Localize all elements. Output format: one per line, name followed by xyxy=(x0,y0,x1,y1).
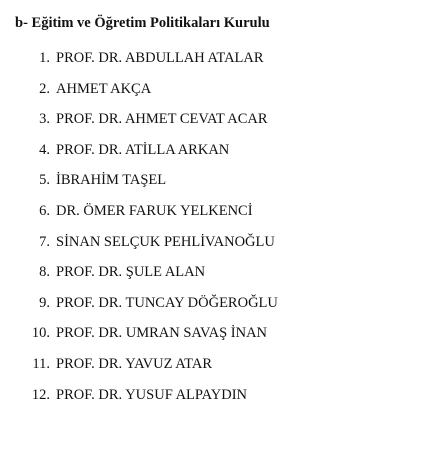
member-name: PROF. DR. ABDULLAH ATALAR xyxy=(56,50,264,66)
item-number: 12. xyxy=(31,386,50,403)
member-name: PROF. DR. AHMET CEVAT ACAR xyxy=(56,111,268,128)
item-number: 7. xyxy=(39,233,50,250)
section-heading: b- Eğitim ve Öğretim Politikaları Kurulu xyxy=(15,15,270,31)
item-number: 10. xyxy=(31,325,50,342)
member-name: DR. ÖMER FARUK YELKENCİ xyxy=(56,202,253,219)
item-number: 4. xyxy=(39,141,50,158)
item-number: 11. xyxy=(32,355,50,372)
member-name: PROF. DR. YUSUF ALPAYDIN xyxy=(56,386,248,403)
member-name: PROF. DR. TUNCAY DÖĞEROĞLU xyxy=(56,294,278,311)
member-name: PROF. DR. YAVUZ ATAR xyxy=(56,355,213,372)
item-number: 6. xyxy=(39,202,50,219)
member-name: AHMET AKÇA xyxy=(56,80,152,97)
item-number: 9. xyxy=(39,294,50,311)
item-number: 3. xyxy=(39,111,50,128)
member-name: İBRAHİM TAŞEL xyxy=(56,172,167,189)
member-name: PROF. DR. ATİLLA ARKAN xyxy=(56,141,230,158)
item-number: 5. xyxy=(39,172,50,189)
item-number: 1. xyxy=(39,50,50,66)
member-name: SİNAN SELÇUK PEHLİVANOĞLU xyxy=(56,233,275,250)
member-name: PROF. DR. UMRAN SAVAŞ İNAN xyxy=(56,325,268,342)
item-number: 8. xyxy=(39,264,50,281)
item-number: 2. xyxy=(39,80,50,97)
member-name: PROF. DR. ŞULE ALAN xyxy=(56,264,206,281)
